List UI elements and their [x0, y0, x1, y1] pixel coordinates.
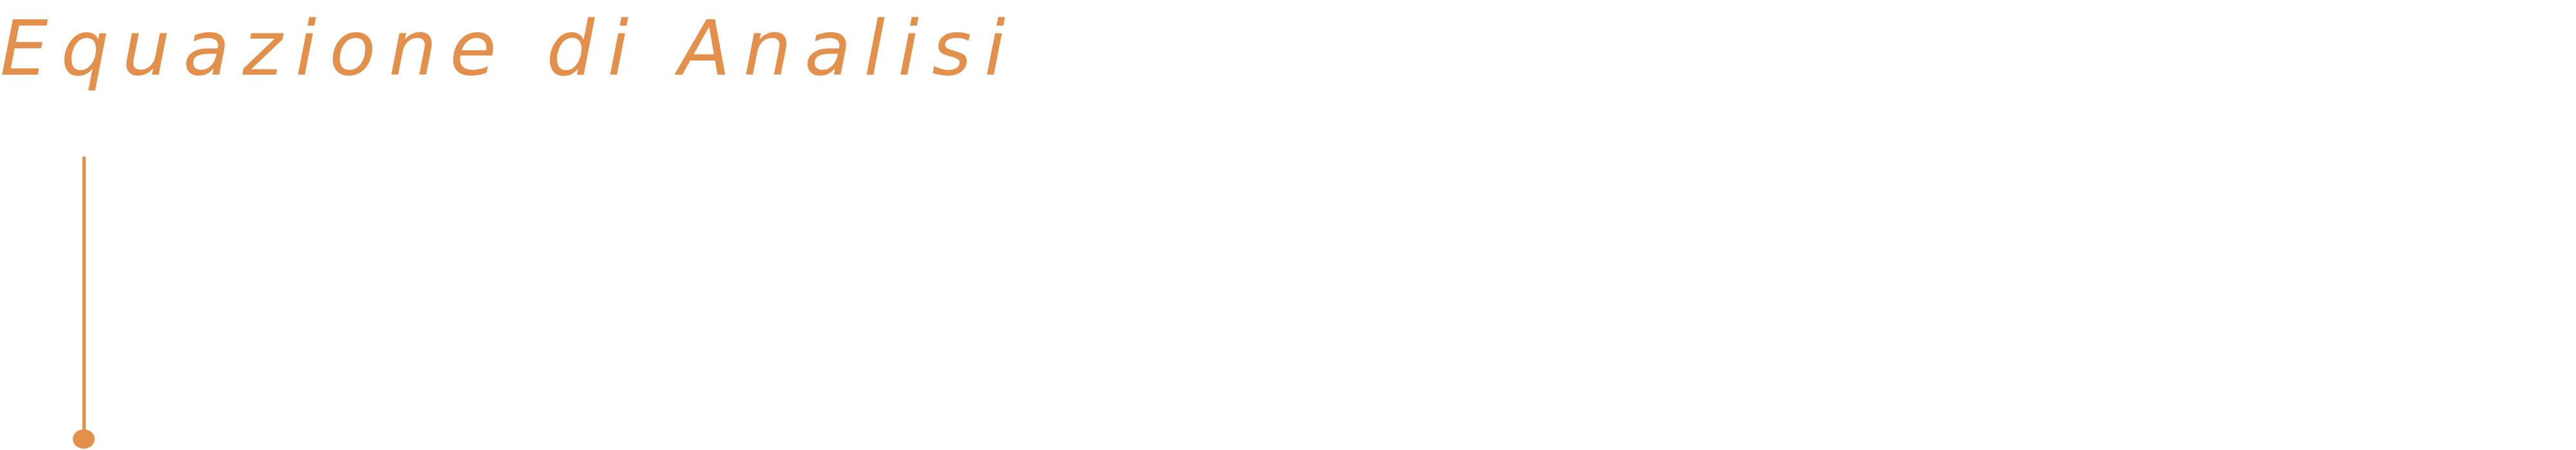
diagram-title-text: Equazione di Analisi [0, 4, 1019, 93]
diagram-title [0, 0, 1018, 97]
connector-end-dot [73, 429, 95, 449]
vertical-connector-line [82, 156, 86, 440]
